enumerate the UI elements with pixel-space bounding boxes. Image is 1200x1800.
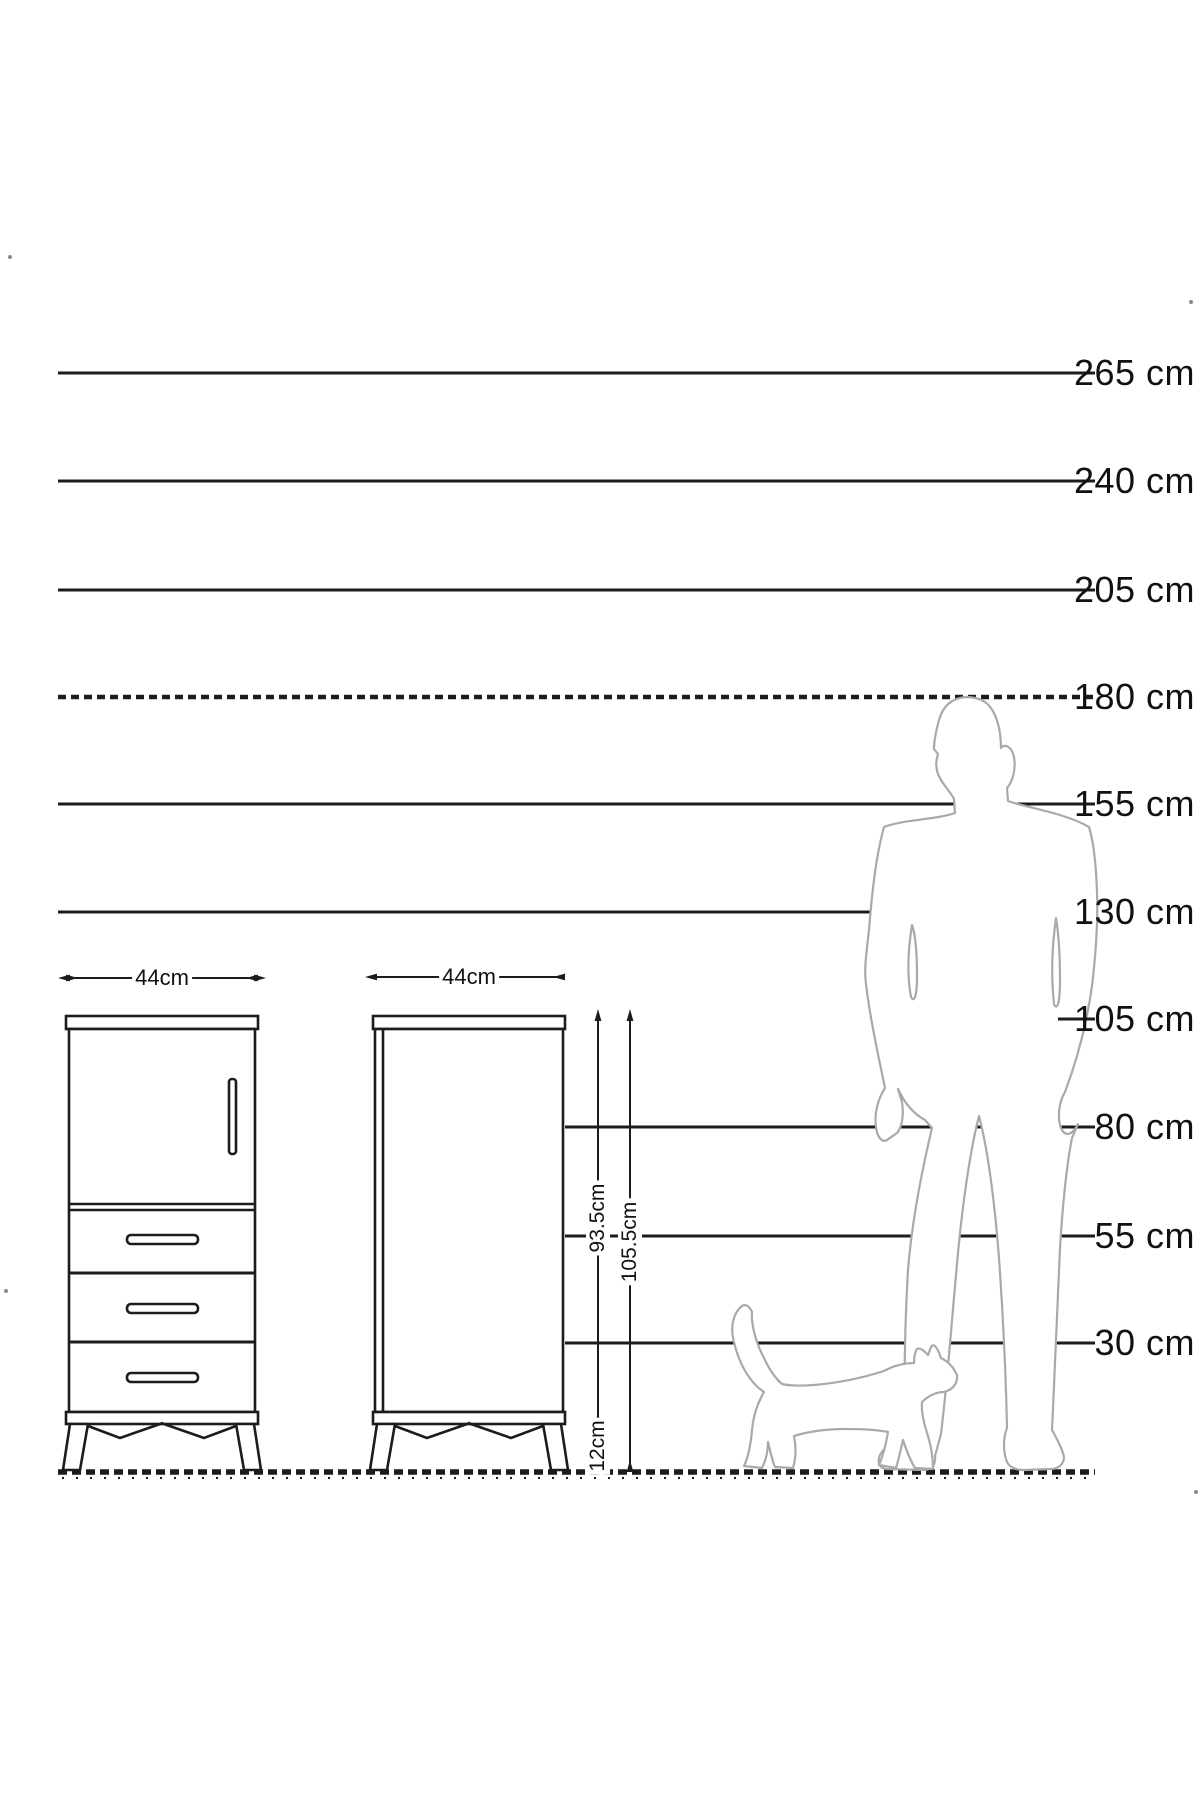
- man-jacket-seam-right: [1052, 918, 1060, 1007]
- overall-height-label: 105.5cm: [618, 1199, 642, 1286]
- cabinet-leg-right: [236, 1424, 261, 1470]
- height-label-240: 240 cm: [1073, 460, 1195, 501]
- height-label-265: 265 cm: [1073, 352, 1195, 393]
- height-label-55: 55 cm: [1094, 1215, 1195, 1256]
- door-handle: [229, 1079, 236, 1154]
- cabinet-side-leg-left: [370, 1424, 395, 1470]
- side-depth-label: 44cm: [439, 964, 499, 990]
- height-label-30: 30 cm: [1094, 1322, 1195, 1363]
- height-label-155: 155 cm: [1073, 783, 1195, 824]
- cabinet-side-leg-right: [543, 1424, 568, 1470]
- leg-height-label: 12cm: [586, 1417, 610, 1474]
- man-body-outline: [865, 697, 1097, 1470]
- height-label-205: 205 cm: [1073, 569, 1195, 610]
- body-height-label: 93.5cm: [586, 1181, 610, 1256]
- height-label-105: 105 cm: [1073, 998, 1195, 1039]
- drawer-handle-2: [127, 1304, 198, 1313]
- front-width-label: 44cm: [132, 965, 192, 991]
- man-jacket-seam-left: [908, 925, 917, 999]
- cabinet-top-panel: [66, 1016, 258, 1029]
- height-label-130: 130 cm: [1073, 891, 1195, 932]
- ground-line: [58, 1472, 1095, 1478]
- height-label-180: 180 cm: [1073, 676, 1195, 717]
- cabinet-side-body: [375, 1029, 563, 1412]
- drawer-handle-3: [127, 1373, 198, 1382]
- cabinet-side-top-panel: [373, 1016, 565, 1029]
- cabinet-side-view: [370, 1016, 568, 1470]
- man-silhouette: [865, 697, 1097, 1470]
- cabinet-leg-left: [63, 1424, 88, 1470]
- cabinet-body: [69, 1029, 255, 1412]
- drawer-handle-1: [127, 1235, 198, 1244]
- height-label-80: 80 cm: [1094, 1106, 1195, 1147]
- cabinet-front-view: [63, 1016, 261, 1470]
